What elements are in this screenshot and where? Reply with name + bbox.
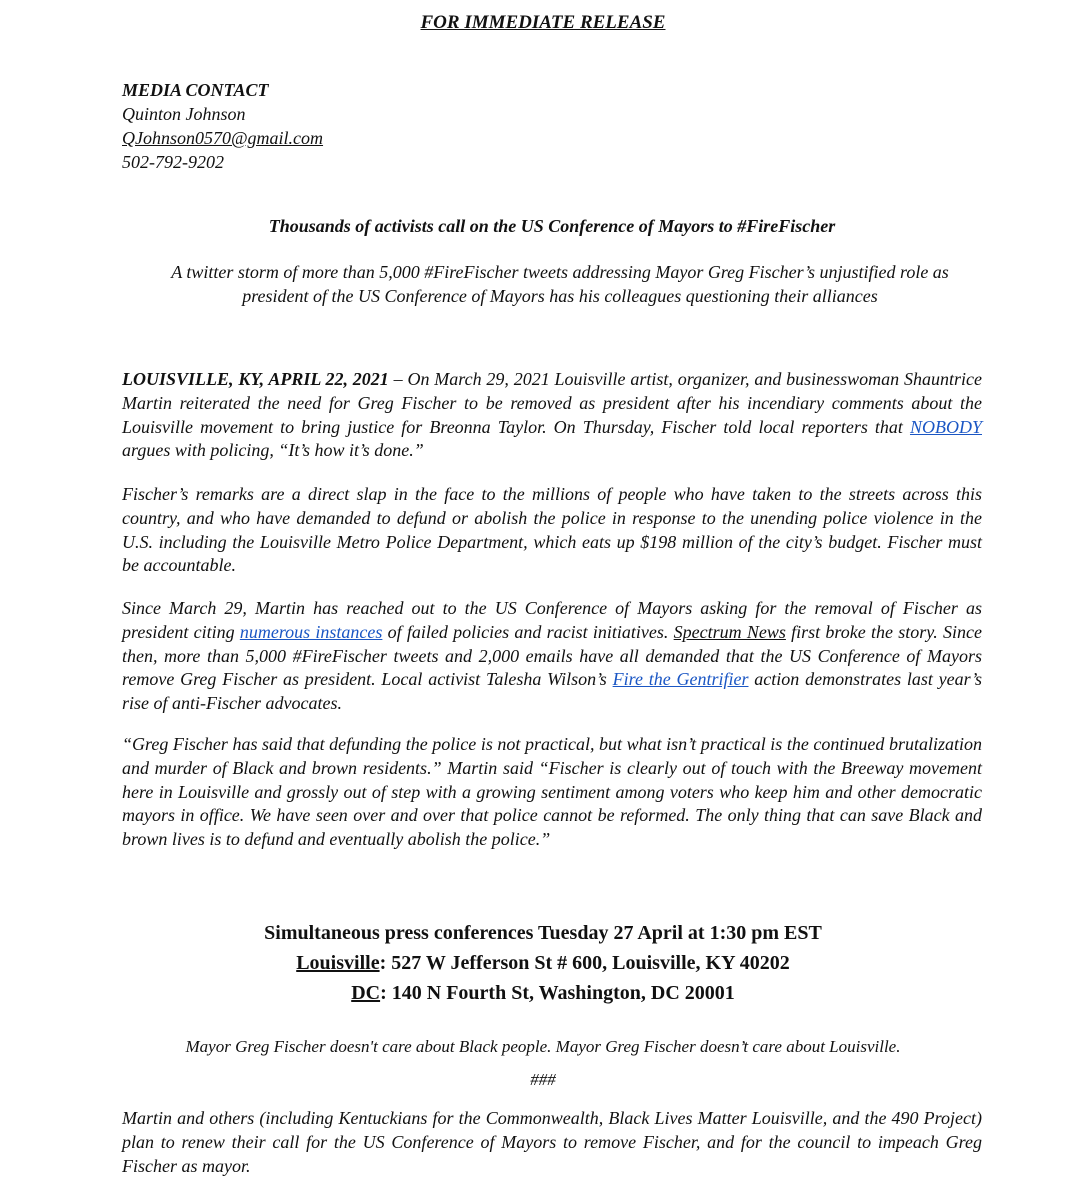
fire-the-gentrifier-link[interactable]: Fire the Gentrifier: [612, 669, 749, 690]
spectrum-news-link[interactable]: Spectrum News: [673, 621, 786, 642]
contact-phone: 502-792-9202: [122, 152, 224, 172]
headline: Thousands of activists call on the US Conference of Mayors to #FireFischer: [268, 216, 836, 236]
end-marker: ###: [530, 1070, 556, 1089]
subheadline: A twitter storm of more than 5,000 #FireFischer tweets addressing Mayor Greg Fischer’s unjustified role as president of the US Conference of Mayors has his colleagues questioning their alliances: [171, 262, 949, 306]
tagline: Mayor Greg Fischer doesn't care about Black people. Mayor Greg Fischer doesn’t care about Louisville.: [185, 1037, 901, 1056]
press-conference-block: [0, 918, 1086, 1008]
louisville-label: Louisville: [296, 952, 380, 974]
paragraph-3-text-c: first broke the story. Since then, more than 5,000 #FireFischer tweets and 2,000 emails have all demanded that the US Conference of Mayors remove Greg Fischer as president. Local activist Talesha Wilson’s: [122, 621, 982, 690]
contact-email[interactable]: QJohnson0570@gmail.com: [122, 128, 324, 148]
dc-address: : 140 N Fourth St, Washington, DC 20001: [380, 982, 735, 1004]
louisville-location: [0, 948, 1086, 978]
paragraph-4-quote: “Greg Fischer has said that defunding the police is not practical, but what isn’t practical is the continued brutalization and murder of Black and brown residents.” Martin said “Fischer is clearly out of touch with the Breeway movement here in Louisville and grossly out of step with a growing sentiment among voters who keep him and other democratic mayors in office. We have seen over and over that police cannot be reformed. The only thing that can save Black and brown lives is to defund and eventually abolish the police.”: [122, 734, 982, 850]
paragraph-1-text-b: argues with policing, “It’s how it’s done.”: [122, 440, 424, 461]
release-heading: FOR IMMEDIATE RELEASE: [420, 12, 666, 33]
dc-location: [0, 978, 1086, 1008]
paragraph-5: Martin and others (including Kentuckians for the Commonwealth, Black Lives Matter Louisville, and the 490 Project) plan to renew their call for the US Conference of Mayors to remove Fischer, and for the council to impeach Greg Fischer as mayor.: [122, 1108, 982, 1176]
press-conference-title: Simultaneous press conferences Tuesday 27 April at 1:30 pm EST: [264, 922, 822, 944]
paragraph-3: [122, 597, 982, 716]
dateline: LOUISVILLE, KY, APRIL 22, 2021: [122, 369, 389, 389]
media-contact-label: MEDIA CONTACT: [122, 80, 269, 100]
paragraph-1: [122, 368, 982, 463]
contact-name: Quinton Johnson: [122, 104, 246, 124]
nobody-link[interactable]: NOBODY: [909, 416, 982, 437]
paragraph-2: Fischer’s remarks are a direct slap in the face to the millions of people who have taken to the streets across this country, and who have demanded to defund or abolish the police in response to the unending police violence in the U.S. including the Louisville Metro Police Department, which eats up $198 million of the city’s budget. Fischer must be accountable.: [122, 484, 982, 576]
paragraph-3-text-b: of failed policies and racist initiatives.: [382, 621, 674, 642]
paragraph-1-text-a: – On March 29, 2021 Louisville artist, organizer, and businesswoman Shauntrice Martin reiterated the need for Greg Fischer to be removed as president after his incendiary comments about the Louisville movement to bring justice for Breonna Taylor. On Thursday, Fischer told local reporters that: [122, 369, 982, 437]
paragraph-3-text-d: action demonstrates last year’s rise of anti-Fischer advocates.: [122, 669, 982, 714]
numerous-instances-link[interactable]: numerous instances: [239, 621, 383, 642]
louisville-address: : 527 W Jefferson St # 600, Louisville, KY 40202: [379, 952, 790, 974]
dc-label: DC: [351, 982, 381, 1004]
paragraph-3-text-a: Since March 29, Martin has reached out to the US Conference of Mayors asking for the removal of Fischer as president citing: [122, 598, 982, 642]
media-contact: [122, 78, 323, 174]
